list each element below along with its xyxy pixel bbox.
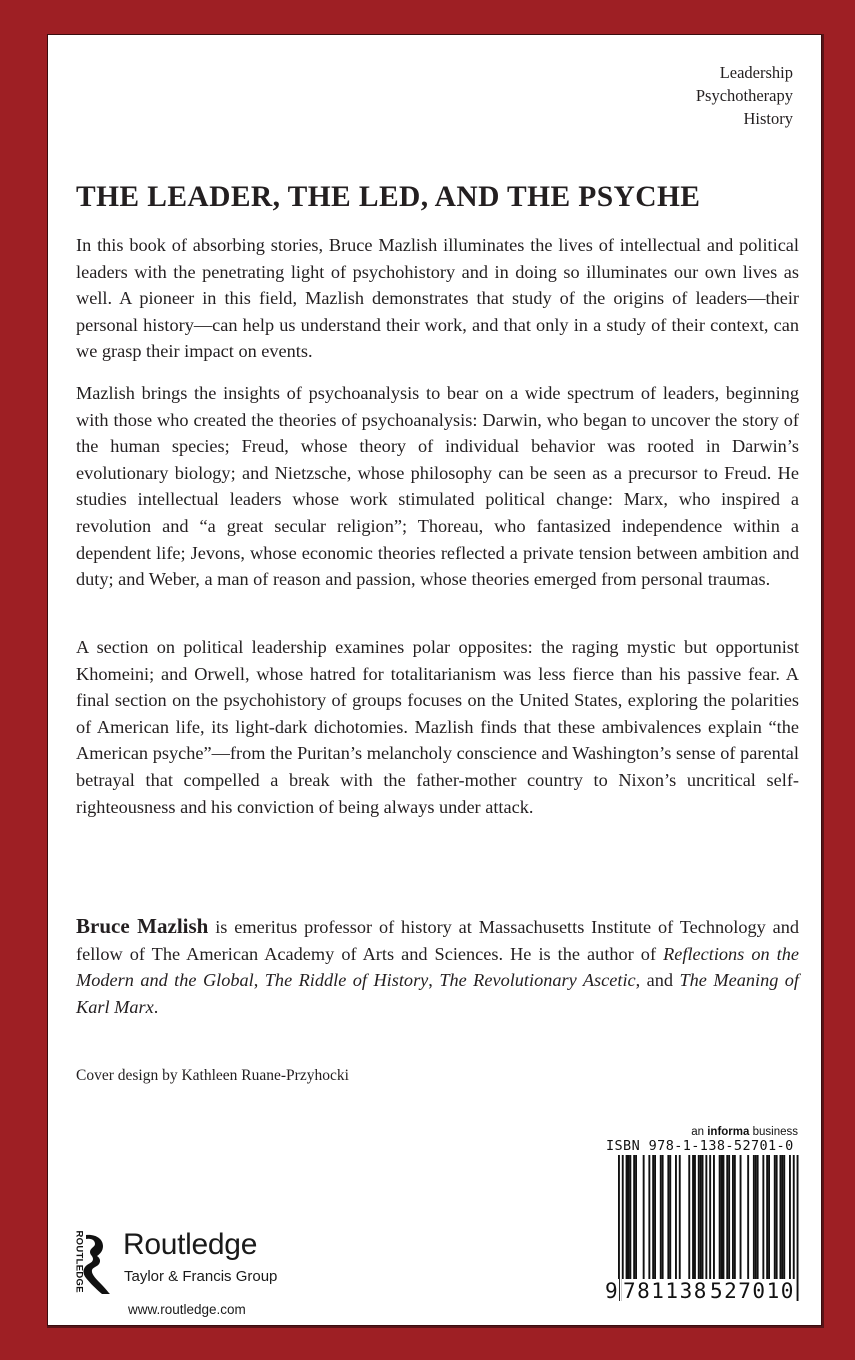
subject-category: Leadership — [719, 63, 793, 82]
barcode-bar — [766, 1155, 768, 1281]
barcode-bar — [789, 1155, 791, 1281]
barcode-block — [604, 1126, 800, 1305]
barcode-bar — [667, 1155, 669, 1281]
barcode-bar — [660, 1155, 662, 1281]
barcode-bar — [734, 1155, 736, 1281]
barcode-bar — [698, 1155, 700, 1281]
separator: , — [428, 970, 440, 991]
tagline-suffix: business — [749, 1126, 798, 1138]
publisher-vertical-wordmark: ROUTLEDGE — [73, 1230, 85, 1293]
book-title-reference: The Meaning of Karl Marx — [76, 970, 800, 1017]
barcode-bar — [662, 1155, 664, 1281]
ean-left-group: 781138 — [623, 1279, 708, 1303]
subject-category: Psychotherapy — [695, 86, 793, 105]
barcode-bar — [732, 1155, 734, 1281]
barcode-bar — [654, 1155, 656, 1281]
book-title-reference: The Riddle of History — [264, 970, 429, 991]
barcode-bar — [633, 1155, 635, 1281]
barcode-bar — [679, 1155, 681, 1281]
isbn-text: ISBN 978-1-138-52701-0 — [606, 1138, 794, 1154]
barcode-bar — [753, 1155, 755, 1281]
barcode-bar — [628, 1155, 630, 1281]
barcode — [604, 1155, 800, 1305]
barcode-bar — [762, 1155, 764, 1281]
book-title: THE LEADER, THE LED, AND THE PSYCHE — [76, 181, 701, 213]
barcode-bar — [652, 1155, 654, 1281]
barcode-bar — [692, 1155, 694, 1281]
barcode-bar — [713, 1155, 715, 1281]
barcode-bar — [702, 1155, 704, 1281]
separator: , — [253, 970, 265, 991]
subject-category: History — [743, 109, 793, 128]
tagline-prefix: an — [691, 1126, 708, 1138]
barcode-bar — [755, 1155, 757, 1281]
barcode-bar — [648, 1155, 650, 1281]
barcode-bar — [669, 1155, 671, 1281]
description-paragraph: A section on political leadership examines polar opposites: the raging mystic but opportunist Khomeini; and Orwell, whose hatred for totalitarianism was less fierce than his passive fear. A final section on the psychohistory of groups focuses on the United States, exploring the polarities of American life, its light-dark dichotomies. Mazlish finds that these ambivalences explain “the American psyche”—from the Puritan’s melancholy conscience and Washington’s sense of parental betrayal that compelled a break with the father-mother country to Nixon’s uncritical self-righteousness and his conviction of being always under attack. — [76, 637, 799, 817]
routledge-logo-icon — [70, 1230, 122, 1295]
barcode-bar — [629, 1155, 631, 1281]
publisher-name: Routledge — [123, 1228, 258, 1261]
book-title-reference: The Revolutionary Ascetic — [439, 970, 636, 991]
barcode-bar — [643, 1155, 645, 1281]
barcode-bar — [688, 1155, 690, 1281]
barcode-bar — [774, 1155, 776, 1281]
barcode-bar — [626, 1155, 628, 1281]
publisher-block — [70, 1228, 310, 1320]
barcode-bar — [783, 1155, 785, 1281]
barcode-bar — [781, 1155, 783, 1281]
barcode-bar — [797, 1155, 799, 1301]
barcode-bar — [721, 1155, 723, 1281]
barcode-bar — [757, 1155, 759, 1281]
subject-categories — [696, 61, 793, 130]
barcode-bar — [728, 1155, 730, 1281]
barcode-bar — [694, 1155, 696, 1281]
barcode-bar — [700, 1155, 702, 1281]
barcode-bar — [740, 1155, 742, 1281]
book-title-reference: Reflections on the Modern and the Global — [76, 943, 799, 991]
ean-right-group: 527010 — [710, 1279, 795, 1303]
separator: . — [153, 996, 159, 1017]
bio-text: is emeritus professor of history at Massachusetts Institute of Technology and fellow of The American Academy of Arts and Sciences. He is the author of — [76, 917, 800, 964]
publisher-url[interactable]: www.routledge.com — [128, 1302, 246, 1317]
cover-design-credit: Cover design by Kathleen Ruane-Przyhocki — [76, 1067, 349, 1084]
author-name: Bruce Mazlish — [76, 914, 209, 938]
publisher-group: Taylor & Francis Group — [124, 1268, 278, 1285]
tagline-brand: informa — [707, 1126, 750, 1138]
separator: , and — [635, 970, 680, 991]
barcode-bar — [635, 1155, 637, 1281]
barcode-bar — [747, 1155, 749, 1281]
informa-tagline — [604, 1126, 800, 1138]
barcode-bar — [768, 1155, 770, 1281]
description-paragraph: In this book of absorbing stories, Bruce Mazlish illuminates the lives of intellectual and political leaders with the penetrating light of psychohistory and in doing so illuminates our own lives as well. A pioneer in this field, Mazlish demonstrates that study of the origins of leaders—their personal history—can help us understand their work, and that only in a study of their context, can we grasp their impact on events. — [76, 235, 799, 362]
author-bio — [76, 913, 799, 1020]
back-cover-panel — [48, 35, 821, 1325]
barcode-bar — [776, 1155, 778, 1281]
barcode-bar — [780, 1155, 782, 1281]
description-paragraph: Mazlish brings the insights of psychoanalysis to bear on a wide spectrum of leaders, beginning with those who created the theories of psychoanalysis: Darwin, who began to uncover the story of the human species; Freud, whose theory of individual behavior was rooted in Darwin’s evolutionary biology; and Nietzsche, whose philosophy can be seen as a precursor to Freud. He studies intellectual leaders whose work stimulated political change: Marx, who inspired a revolution and “a great secular religion”; Thoreau, who fantasized independence within a dependent life; Jevons, whose economic theories reflected a private tension between ambition and duty; and Weber, a man of reason and passion, whose theories emerged from personal traumas. — [76, 383, 799, 590]
ean-first-digit: 9 — [605, 1279, 618, 1303]
barcode-bar — [726, 1155, 728, 1281]
barcode-bar — [723, 1155, 725, 1281]
barcode-bar — [719, 1155, 721, 1281]
barcode-bar — [675, 1155, 677, 1281]
